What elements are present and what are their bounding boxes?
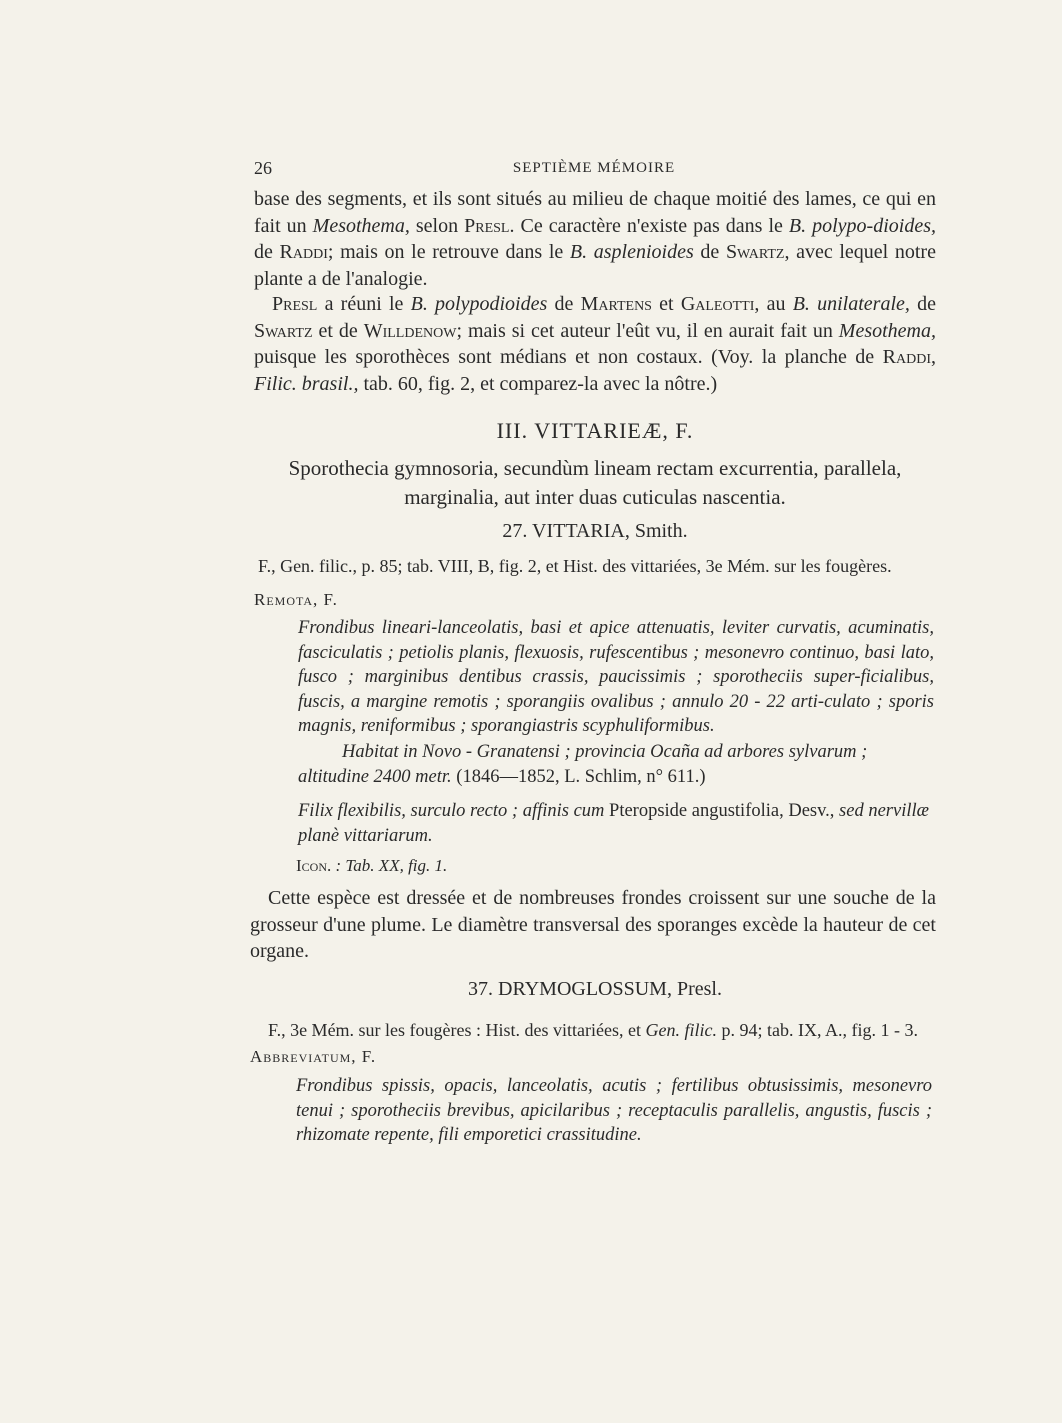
genus-title-drymoglossum: 37. DRYMOGLOSSUM, Presl. xyxy=(468,978,722,1000)
icon-reference-remota: Icon. : Tab. XX, fig. 1. xyxy=(296,856,448,875)
page-header xyxy=(254,158,934,186)
paragraph-1: base des segments, et ils sont situés au milieu de chaque moitié des lames, ce qui en fait un Mesothema, selon Presl. Ce caractère n'existe pas dans le B. polypo-dioides, de Raddi; mais on le retrouve dans le B. asplenioides de Swartz, avec lequel notre plante a de l'analogie. xyxy=(254,188,936,290)
comment-remota: Cette espèce est dressée et de nombreuses frondes croissent sur une souche de la grosseur d'une plume. Le diamètre transversal des sporanges excède la hauteur de cet organe. xyxy=(250,887,936,962)
species-diagnosis-abbreviatum: Frondibus spissis, opacis, lanceolatis, acutis ; fertilibus obtusissimis, mesonevro tenui ; sporotheciis brevibus, apicilaribus ; receptaculis parallelis, angustis, fuscis ; rhizomate repente, fili emporetici crassitudine. xyxy=(296,1076,932,1145)
section-diagnosis: Sporothecia gymnosoria, secundùm lineam rectam excurrentia, parallela, marginalia, aut inter duas cuticulas nascentia. xyxy=(288,456,902,509)
species-name-abbreviatum: Abbreviatum, F. xyxy=(250,1047,377,1066)
genus-reference-drymoglossum: F., 3e Mém. sur les fougères : Hist. des vittariées, et Gen. filic. p. 94; tab. IX, A., fig. 1 - 3. xyxy=(268,1020,918,1040)
section-title: III. VITTARIEÆ, F. xyxy=(496,418,694,443)
note-remota: Filix flexibilis, surculo recto ; affinis cum Pteropside angustifolia, Desv., sed nervillæ planè vittariarum. xyxy=(298,801,929,846)
species-diagnosis-remota: Frondibus lineari-lanceolatis, basi et apice attenuatis, leviter curvatis, acuminatis, fasciculatis ; petiolis planis, flexuosis, rufescentibus ; mesonevro continuo, basi lato, fusco ; marginibus dentibus crassis, paucissimis ; sporotheciis super-ficialibus, fuscis, a margine remotis ; sporangiis ovalibus ; annulo 20 - 22 arti-culato ; sporis magnis, reniformibus ; sporangiastris scyphuliformibus. xyxy=(298,618,934,736)
page-number: 26 xyxy=(254,158,272,178)
running-head: SEPTIÈME MÉMOIRE xyxy=(512,160,676,176)
species-name-remota: Remota, F. xyxy=(254,590,338,609)
genus-reference-vittaria: F., Gen. filic., p. 85; tab. VIII, B, fig. 2, et Hist. des vittariées, 3e Mém. sur les fougères. xyxy=(258,556,892,576)
paragraph-2: Presl a réuni le B. polypodioides de Martens et Galeotti, au B. unilaterale, de Swartz et de Willdenow; mais si cet auteur l'eût vu, il en aurait fait un Mesothema, puisque les sporothèces sont médians et non costaux. (Voy. la planche de Raddi, Filic. brasil., tab. 60, fig. 2, et comparez-la avec la nôtre.) xyxy=(254,293,936,395)
habitat-remota: Habitat in Novo - Granatensi ; provincia Ocaña ad arbores sylvarum ; altitudine 2400 metr. (1846—1852, L. Schlim, n° 611.) xyxy=(298,742,868,787)
genus-title-vittaria: 27. VITTARIA, Smith. xyxy=(502,520,688,542)
